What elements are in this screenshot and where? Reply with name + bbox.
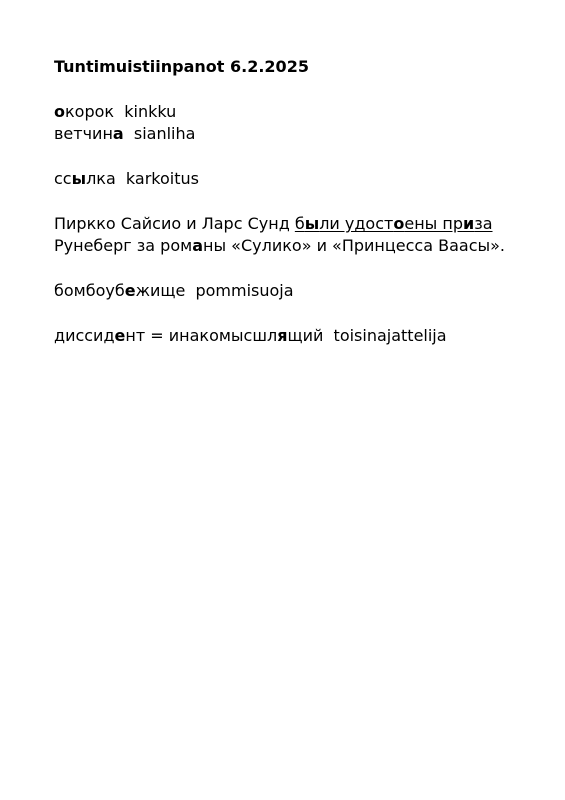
note-block: [54, 325, 544, 347]
text-segment: ветчин: [54, 124, 113, 143]
note-line: [54, 280, 544, 302]
text-segment: ли удост: [319, 214, 394, 233]
note-block: [54, 101, 544, 145]
text-segment: ны «Сулико» и «Принцесса Ваасы».: [203, 236, 505, 255]
note-line: [54, 235, 544, 257]
page-title: Tuntimuistiinpanot 6.2.2025: [54, 57, 309, 76]
stressed-letter: о: [54, 102, 65, 121]
stressed-letter: а: [192, 236, 203, 255]
text-segment: ены пр: [404, 214, 463, 233]
stressed-letter: е: [124, 281, 136, 300]
text-segment: sianliha: [123, 124, 196, 143]
stressed-letter: я: [277, 326, 288, 345]
text-segment: нт = инакомысшл: [125, 326, 278, 345]
stressed-letter: о: [393, 214, 405, 233]
note-block: [54, 213, 544, 257]
text-segment: сс: [54, 169, 72, 188]
stressed-letter: и: [462, 214, 475, 233]
stressed-letter: а: [112, 124, 124, 143]
note-line: [54, 101, 544, 123]
stressed-letter: ы: [71, 169, 87, 188]
note-line: [54, 168, 544, 190]
note-line: [54, 325, 544, 347]
notes-content: [54, 56, 544, 370]
text-segment: жище pommisuoja: [135, 281, 294, 300]
stressed-letter: е: [114, 326, 126, 345]
text-segment: корок kinkku: [65, 102, 177, 121]
stressed-letter: ы: [304, 214, 320, 233]
text-segment: Рунеберг за ром: [54, 236, 193, 255]
note-line: [54, 213, 544, 235]
text-segment: лка karkoitus: [86, 169, 199, 188]
text-segment: за: [474, 214, 493, 233]
note-block: [54, 168, 544, 190]
notes-body: [54, 101, 544, 347]
note-line: [54, 123, 544, 145]
text-segment: Пиркко Сайсио и Ларс Сунд: [54, 214, 295, 233]
text-segment: диссид: [54, 326, 115, 345]
note-block: [54, 280, 544, 302]
text-segment: б: [294, 214, 305, 233]
text-segment: бомбоуб: [54, 281, 125, 300]
text-segment: щий toisinajattelija: [287, 326, 447, 345]
